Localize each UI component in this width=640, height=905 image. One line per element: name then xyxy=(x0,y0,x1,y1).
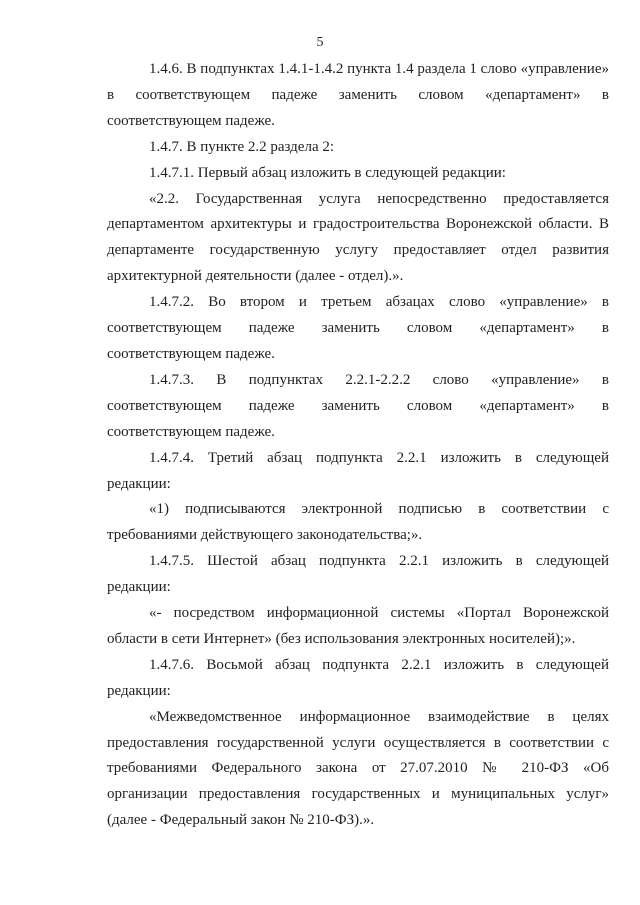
document-body xyxy=(107,57,609,834)
text-line: 1.4.7.3. В подпунктах 2.2.1-2.2.2 слово «управление» в xyxy=(149,371,609,388)
text-line: департаменте государственную услугу предоставляет отдел развития xyxy=(107,242,609,259)
paragraph xyxy=(107,57,609,135)
paragraph xyxy=(107,601,609,653)
text-line: 1.4.7.1. Первый абзац изложить в следующей редакции: xyxy=(149,164,506,181)
paragraph xyxy=(107,290,609,368)
text-line: «Межведомственное информационное взаимодействие в целях xyxy=(149,708,609,725)
paragraph xyxy=(107,368,609,446)
text-line: соответствующем падеже заменить словом «департамент» в xyxy=(107,397,609,414)
text-line: предоставления государственной услуги осуществляется в соответствии с xyxy=(107,734,609,751)
paragraph xyxy=(107,549,609,601)
paragraph xyxy=(107,705,609,835)
paragraph xyxy=(107,653,609,705)
text-line: соответствующем падеже. xyxy=(107,112,275,129)
text-line: 1.4.7.2. Во втором и третьем абзацах слово «управление» в xyxy=(149,294,609,311)
text-line: архитектурной деятельности (далее - отдел).». xyxy=(107,268,404,285)
text-line: «1) подписываются электронной подписью в соответствии с xyxy=(149,501,609,518)
text-line: 1.4.7.4. Третий абзац подпункта 2.2.1 изложить в следующей xyxy=(149,449,609,466)
text-line: области в сети Интернет» (без использования электронных носителей);». xyxy=(107,630,576,647)
text-line: редакции: xyxy=(107,682,171,699)
paragraph xyxy=(107,446,609,498)
paragraph xyxy=(107,497,609,549)
page-number: 5 xyxy=(316,35,324,50)
text-line: «- посредством информационной системы «Портал Воронежской xyxy=(149,605,609,622)
text-line: соответствующем падеже заменить словом «департамент» в xyxy=(107,320,609,337)
text-line: 1.4.7. В пункте 2.2 раздела 2: xyxy=(149,138,335,155)
text-line: требованиями действующего законодательства;». xyxy=(107,527,423,544)
text-line: организации предоставления государственных и муниципальных услуг» xyxy=(107,786,609,803)
text-line: (далее - Федеральный закон № 210-ФЗ).». xyxy=(107,812,375,829)
text-line: соответствующем падеже. xyxy=(107,345,275,362)
text-line: 1.4.7.5. Шестой абзац подпункта 2.2.1 изложить в следующей xyxy=(149,553,609,570)
text-line: департаментом архитектуры и градостроительства Воронежской области. В xyxy=(107,216,609,233)
paragraph xyxy=(107,135,609,161)
text-line: редакции: xyxy=(107,475,171,492)
paragraph xyxy=(107,161,609,187)
text-line: 1.4.7.6. Восьмой абзац подпункта 2.2.1 изложить в следующей xyxy=(149,656,609,673)
text-line: 1.4.6. В подпунктах 1.4.1-1.4.2 пункта 1.4 раздела 1 слово «управление» xyxy=(149,61,609,77)
paragraph xyxy=(107,187,609,291)
text-line: требованиями Федерального закона от 27.07.2010 № 210-ФЗ «Об xyxy=(107,760,609,777)
text-line: «2.2. Государственная услуга непосредственно предоставляется xyxy=(149,190,609,207)
text-line: соответствующем падеже. xyxy=(107,423,275,440)
text-line: в соответствующем падеже заменить словом «департамент» в xyxy=(107,86,609,103)
text-line: редакции: xyxy=(107,579,171,596)
